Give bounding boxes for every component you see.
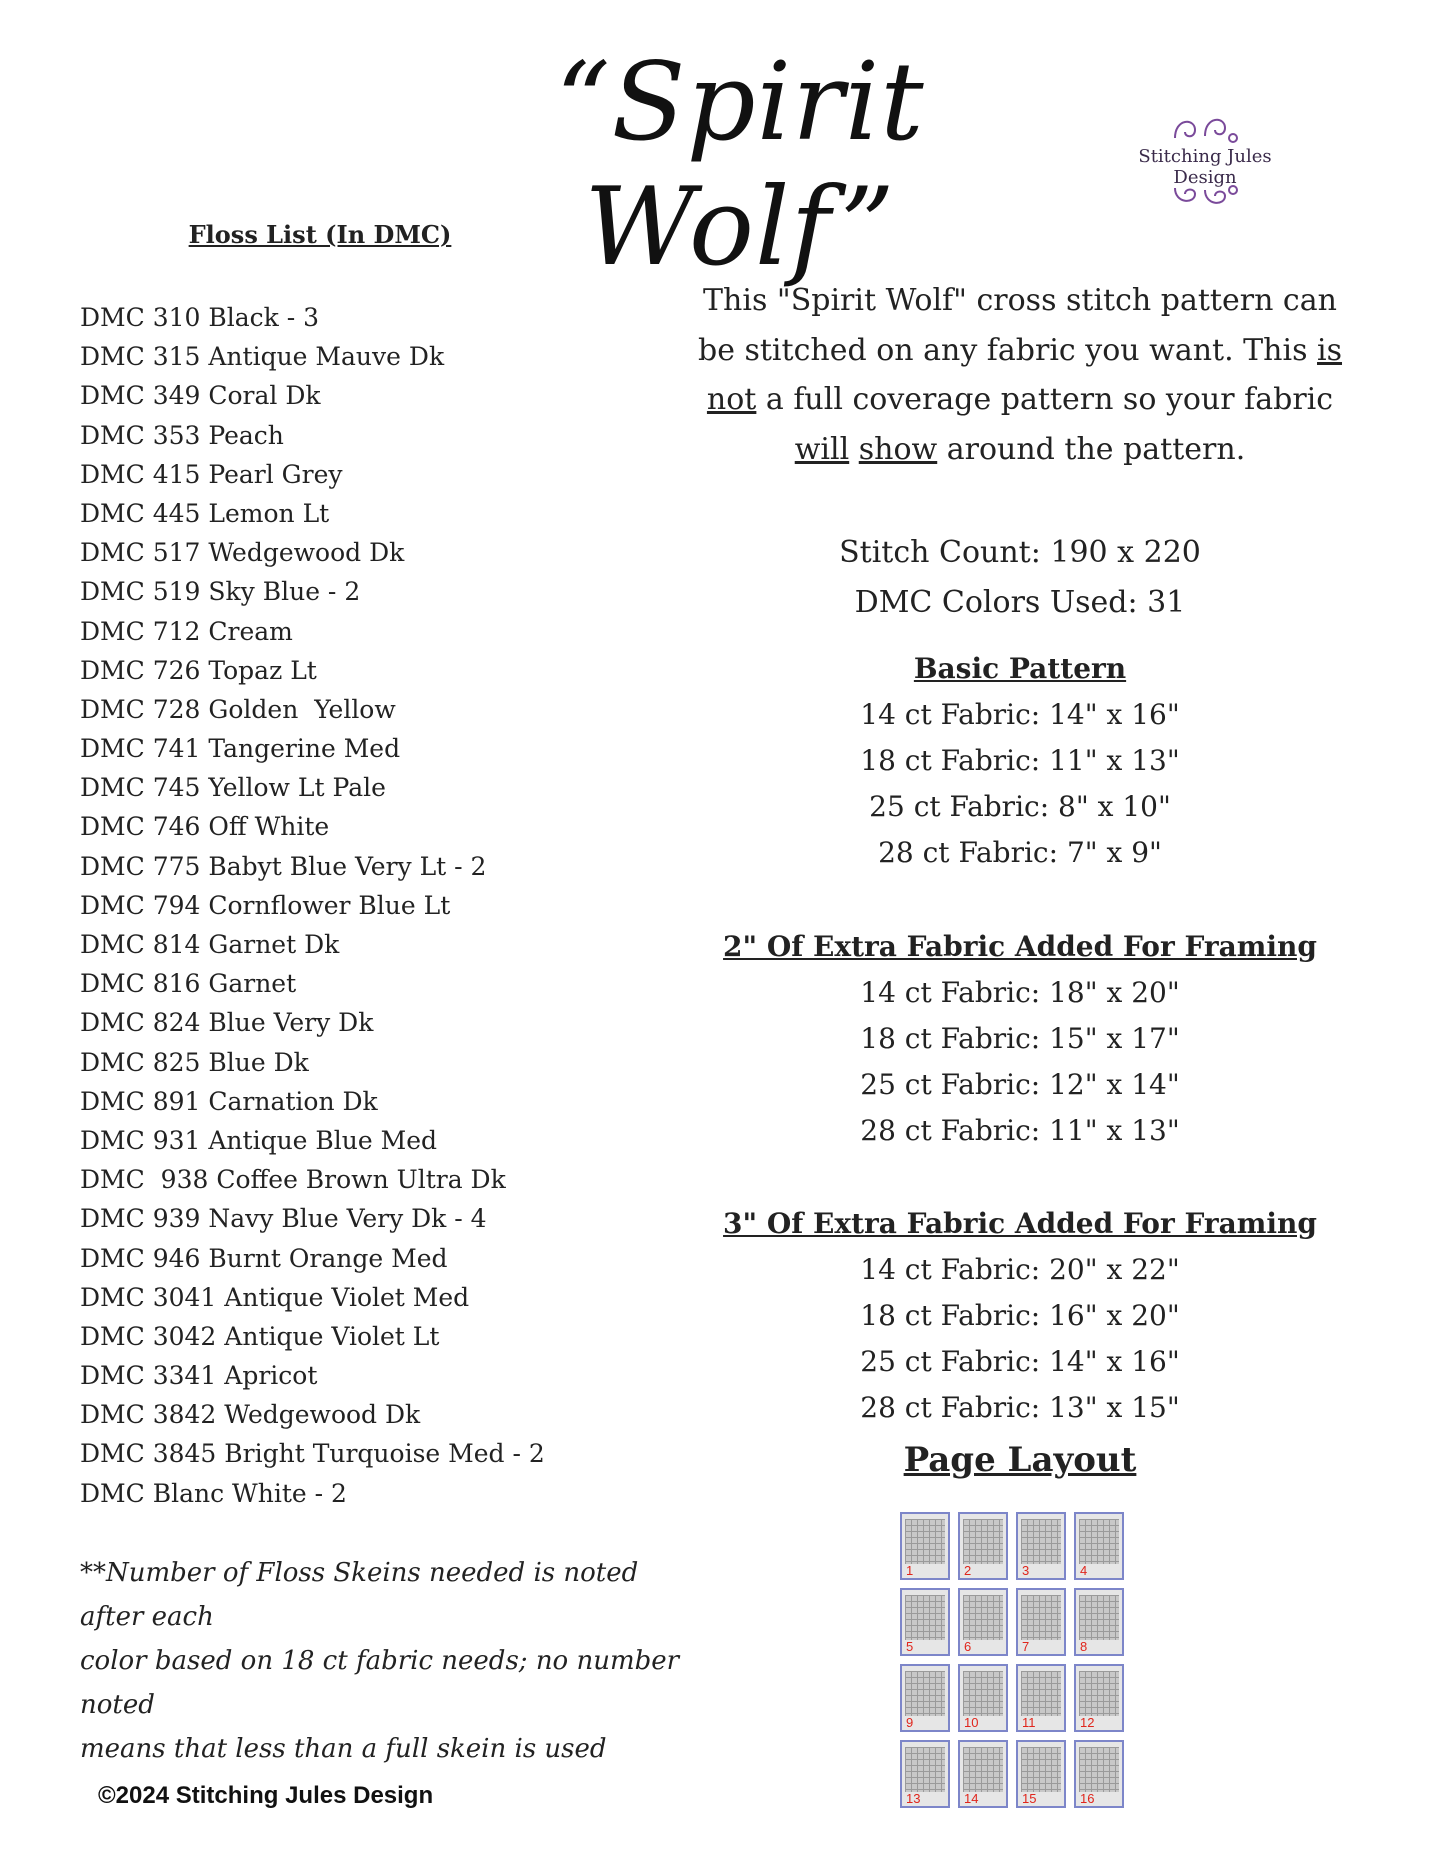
fabric-size-row: 25 ct Fabric: 8" x 10"	[869, 790, 1171, 823]
page-thumbnail	[1016, 1512, 1066, 1580]
basic-pattern-heading: Basic Pattern	[913, 652, 1127, 685]
floss-item: DMC 712 Cream	[80, 616, 293, 646]
floss-item: DMC 3845 Bright Turquoise Med - 2	[80, 1439, 545, 1469]
page-thumbnail	[1016, 1588, 1066, 1656]
floss-note-line: **Number of Floss Skeins needed is noted after each	[80, 1558, 639, 1632]
intro-paragraph	[690, 276, 1350, 474]
page-layout-heading: Page Layout	[903, 1440, 1137, 1480]
page-number: 4	[1080, 1563, 1088, 1578]
swirl-ornament-icon	[1165, 108, 1245, 148]
page-number: 9	[906, 1715, 914, 1730]
page-thumbnail	[958, 1664, 1008, 1732]
page-thumbnail	[1074, 1664, 1124, 1732]
floss-item: DMC 519 Sky Blue - 2	[80, 577, 361, 607]
fabric-size-row: 25 ct Fabric: 14" x 16"	[860, 1345, 1180, 1378]
page-number: 16	[1080, 1791, 1095, 1806]
page-thumbnail	[1074, 1588, 1124, 1656]
page-thumbnail	[900, 1740, 950, 1808]
intro-show: show	[858, 431, 938, 467]
floss-item: DMC Blanc White - 2	[80, 1478, 347, 1508]
floss-item: DMC 814 Garnet Dk	[80, 930, 340, 959]
floss-item: DMC 445 Lemon Lt	[80, 498, 330, 528]
page-thumbnail	[1074, 1512, 1124, 1580]
page-thumbnail	[1016, 1664, 1066, 1732]
fabric-size-row: 28 ct Fabric: 13" x 15"	[860, 1391, 1180, 1424]
floss-item: DMC 745 Yellow Lt Pale	[80, 773, 386, 803]
floss-list-heading: Floss List (In DMC)	[188, 220, 452, 249]
swirl-ornament-bottom-icon	[1165, 180, 1245, 210]
floss-item: DMC 741 Tangerine Med	[80, 734, 401, 764]
floss-item: DMC 938 Coffee Brown Ultra Dk	[80, 1165, 506, 1195]
colors-used: DMC Colors Used: 31	[854, 584, 1186, 620]
page-thumbnail	[1074, 1740, 1124, 1808]
page-number: 11	[1022, 1715, 1036, 1730]
logo-text: Stitching Jules Design	[1138, 146, 1272, 188]
fabric-size-row: 28 ct Fabric: 7" x 9"	[878, 836, 1162, 869]
floss-item: DMC 824 Blue Very Dk	[80, 1008, 374, 1038]
floss-item: DMC 3842 Wedgewood Dk	[80, 1400, 421, 1430]
floss-item: DMC 517 Wedgewood Dk	[80, 538, 405, 568]
page-number: 15	[1022, 1791, 1037, 1806]
floss-item: DMC 349 Coral Dk	[80, 381, 321, 411]
floss-item: DMC 775 Babyt Blue Very Lt - 2	[80, 851, 487, 881]
floss-item: DMC 746 Off White	[80, 812, 330, 842]
extra-3in-block	[690, 1201, 1350, 1431]
page-layout-grid	[900, 1512, 1134, 1814]
stitch-count: Stitch Count: 190 x 220	[839, 535, 1201, 570]
fabric-size-row: 14 ct Fabric: 20" x 22"	[860, 1253, 1180, 1286]
floss-item: DMC 310 Black - 3	[80, 303, 320, 332]
page-thumbnail	[900, 1512, 950, 1580]
page-number: 1	[906, 1563, 914, 1578]
floss-item: DMC 728 Golden Yellow	[80, 694, 396, 724]
floss-item: DMC 946 Burnt Orange Med	[80, 1243, 448, 1273]
floss-note	[80, 1551, 700, 1771]
floss-item: DMC 3041 Antique Violet Med	[80, 1282, 470, 1312]
floss-item: DMC 415 Pearl Grey	[80, 459, 343, 489]
page-number: 2	[964, 1563, 972, 1578]
floss-item: DMC 794 Cornflower Blue Lt	[80, 890, 451, 920]
page-number: 8	[1080, 1639, 1088, 1654]
floss-item: DMC 353 Peach	[80, 420, 284, 450]
page-number: 6	[964, 1639, 972, 1654]
page-number: 13	[906, 1791, 921, 1806]
intro-text: This "Spirit Wolf" cross stitch pattern can be stitched on any fabric you want. This	[697, 283, 1337, 368]
page-thumbnail	[958, 1740, 1008, 1808]
extra-3in-heading: 3" Of Extra Fabric Added For Framing	[723, 1207, 1317, 1240]
page-thumbnail	[900, 1664, 950, 1732]
fabric-size-row: 18 ct Fabric: 16" x 20"	[860, 1299, 1180, 1332]
extra-2in-heading: 2" Of Extra Fabric Added For Framing	[723, 930, 1317, 963]
floss-item: DMC 3042 Antique Violet Lt	[80, 1321, 440, 1351]
extra-2in-block	[690, 924, 1350, 1154]
page-number: 3	[1022, 1563, 1030, 1578]
brand-logo	[1105, 108, 1305, 218]
fabric-size-row: 18 ct Fabric: 15" x 17"	[860, 1022, 1180, 1055]
fabric-size-row: 14 ct Fabric: 14" x 16"	[860, 698, 1180, 731]
page-number: 5	[906, 1639, 914, 1654]
basic-pattern-block	[690, 646, 1350, 876]
page-title: “Spirit Wolf”	[555, 40, 925, 290]
fabric-size-row: 18 ct Fabric: 11" x 13"	[860, 744, 1180, 777]
floss-item: DMC 825 Blue Dk	[80, 1047, 309, 1077]
page-number: 10	[964, 1715, 979, 1730]
page-thumbnail	[1016, 1740, 1066, 1808]
intro-will: will	[794, 431, 850, 467]
fabric-size-row: 28 ct Fabric: 11" x 13"	[860, 1114, 1180, 1147]
intro-text: around the pattern.	[937, 431, 1246, 467]
page-thumbnail	[958, 1512, 1008, 1580]
floss-item: DMC 939 Navy Blue Very Dk - 4	[80, 1204, 487, 1234]
floss-list	[80, 298, 545, 1513]
page-number: 7	[1022, 1639, 1030, 1654]
fabric-size-row: 25 ct Fabric: 12" x 14"	[860, 1068, 1180, 1101]
fabric-size-row: 14 ct Fabric: 18" x 20"	[860, 976, 1180, 1009]
intro-is-not: is not	[706, 332, 1343, 417]
floss-item: DMC 315 Antique Mauve Dk	[80, 342, 445, 372]
floss-item: DMC 726 Topaz Lt	[80, 655, 317, 685]
page-number: 12	[1080, 1715, 1095, 1730]
page-number: 14	[964, 1791, 979, 1806]
floss-item: DMC 891 Carnation Dk	[80, 1086, 378, 1116]
floss-note-line: color based on 18 ct fabric needs; no number noted	[80, 1646, 680, 1720]
page-thumbnail	[958, 1588, 1008, 1656]
pattern-stats	[690, 528, 1350, 627]
floss-item: DMC 931 Antique Blue Med	[80, 1125, 438, 1155]
page-thumbnail	[900, 1588, 950, 1656]
copyright: ©2024 Stitching Jules Design	[98, 1782, 434, 1809]
intro-text: a full coverage pattern so your fabric	[756, 382, 1334, 417]
floss-note-line: means that less than a full skein is used	[80, 1734, 607, 1764]
floss-item: DMC 816 Garnet	[80, 969, 297, 999]
floss-item: DMC 3341 Apricot	[80, 1361, 318, 1391]
